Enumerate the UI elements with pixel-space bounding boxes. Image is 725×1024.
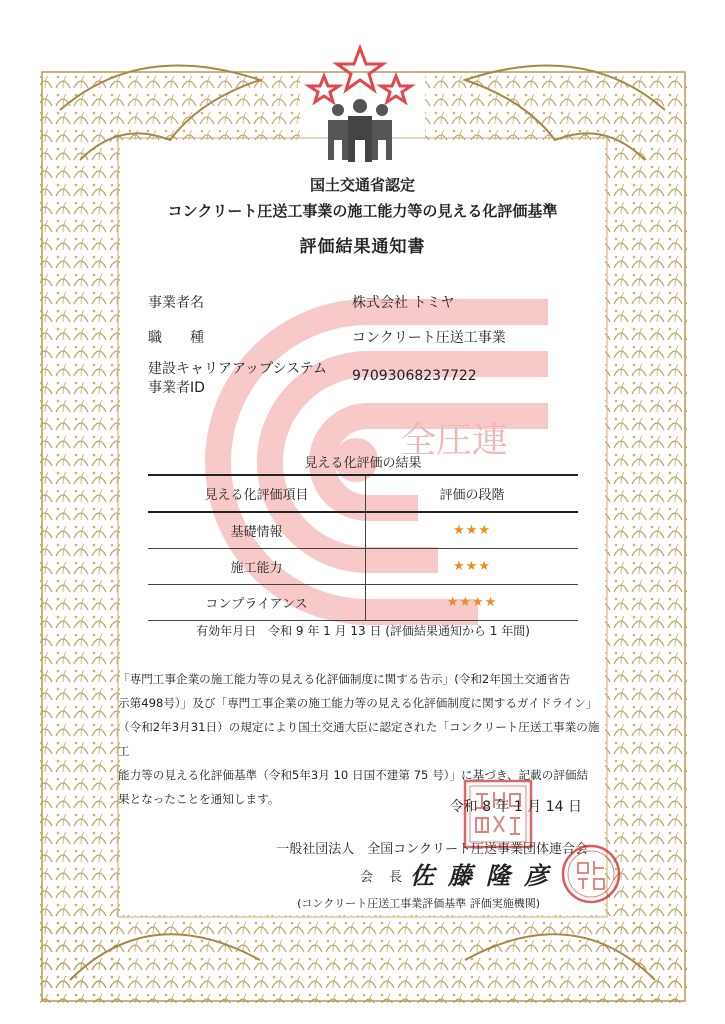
footer-note: (コンクリート圧送工事業評価基準 評価実施機関) (297, 897, 540, 910)
ccus-id-value: 97093068237722 (352, 368, 477, 384)
ccus-id-label-2: 事業者ID (148, 380, 205, 396)
col-header-item: 見える化評価項目 (148, 475, 366, 512)
notice-line: （令和2年3月31日）の規定により国土交通大臣に認定された「コンクリート圧送工事業の施工 (118, 720, 600, 758)
notice-line: 「専門工事企業の施工能力等の見える化評価制度に関する告示」(令和2年国土交通省告 (118, 672, 571, 686)
title-notice: 評価結果通知書 (299, 237, 426, 257)
type-value: コンクリート圧送工事業 (352, 330, 506, 346)
validity-date: 有効年月日 令和 9 年 1 月 13 日 (評価結果通知から 1 年間) (196, 624, 530, 638)
row-item: 施工能力 (148, 549, 366, 585)
emblem-people-stars-icon (300, 44, 420, 168)
row-stars: ★★★★ (366, 585, 579, 621)
issuing-organization: 一般社団法人 全国コンクリート圧送事業団体連合会 (276, 842, 588, 857)
col-header-level: 評価の段階 (366, 475, 579, 512)
title-standard: コンクリート圧送工事業の施工能力等の見える化評価基準 (167, 202, 558, 220)
row-item: コンプライアンス (148, 585, 366, 621)
row-stars: ★★★ (366, 512, 579, 549)
ccus-id-label-1: 建設キャリアアップシステム (148, 361, 328, 377)
results-caption: 見える化評価の結果 (304, 456, 422, 471)
type-label: 職 種 (148, 330, 204, 346)
row-stars: ★★★ (366, 549, 579, 585)
president-name: 佐藤隆彦 (410, 861, 562, 890)
row-item: 基礎情報 (148, 512, 366, 549)
president-seal (560, 843, 622, 905)
notice-line: 示第498号）」及び「専門工事企業の施工能力等の見える化評価制度に関するガイドライン」 (118, 696, 598, 710)
president-label: 会 長 (360, 870, 409, 885)
title-certification: 国土交通省認定 (309, 176, 415, 194)
company-value: 株式会社 トミヤ (352, 295, 455, 311)
company-label: 事業者名 (148, 295, 204, 311)
table-row (148, 549, 578, 585)
notice-line: 果となったことを通知します。 (118, 792, 280, 806)
table-row (148, 585, 578, 621)
notice-line: 能力等の見える化評価基準（令和5年3月 10 日国不建第 75 号）」に基づき、記載の評価結 (118, 768, 589, 782)
table-header-row (148, 475, 578, 512)
watermark-text: 全圧連 (400, 420, 509, 461)
issue-date: 令和 8 年 1 月 14 日 (449, 799, 582, 815)
table-row (148, 512, 578, 549)
results-table (148, 474, 578, 621)
